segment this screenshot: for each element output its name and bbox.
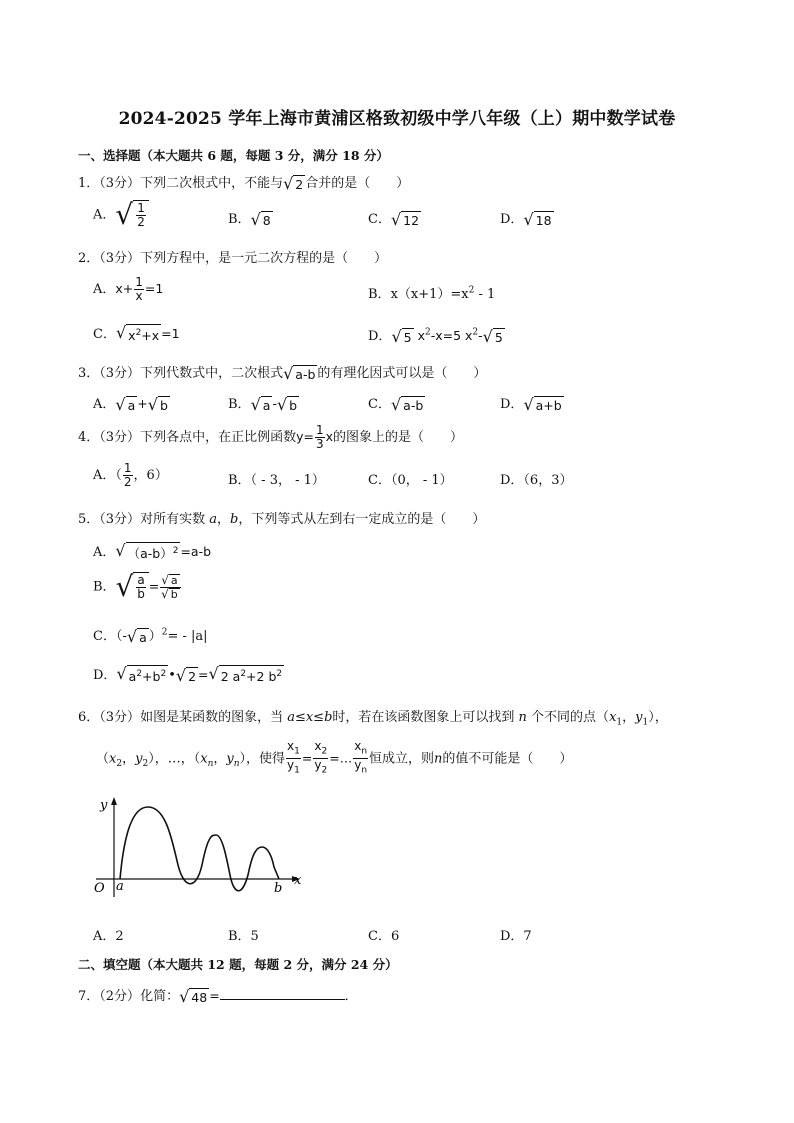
question-6-line-2: （$x_2$，$y_2$），…，（$x_n$，$y_n$），使得 $\frac{x_1}{y_1}$ = $\frac{x_2}{y_2}$ =… $\frac{x_n}{y_n}$ 恒成立，则n的值不可能是（ ）	[96, 739, 573, 776]
q2-option-a: A．x+ $\frac{1}{x}$ =1	[93, 275, 164, 303]
q5-option-a: A． √ $(a-b)^2$ =a-b	[93, 541, 212, 562]
page-title: 2024-2025 学年上海市黄浦区格致初级中学八年级（上）期中数学试卷	[118, 109, 676, 129]
q3-option-b: B． √ a - √ b	[228, 394, 298, 414]
q4-option-b: B．（ - 3， - 1）	[228, 473, 325, 488]
section-heading-choice: 一、选择题（本大题共 6 题，每题 3 分，满分 18 分）	[78, 148, 389, 163]
function-graph	[88, 795, 318, 900]
q4-option-c: C．（0， - 1）	[368, 473, 453, 488]
question-4: 4．（3分）下列各点中，在正比例函数y= $\frac{1}{3}$ x的图象上的是（ ）	[78, 423, 464, 451]
question-2: 2．（3分）下列方程中，是一元二次方程的是（ ）	[78, 251, 388, 266]
q3-option-d: D． √ a+b	[500, 394, 562, 414]
q1-option-a: A． √ $\frac{1}{2}$	[93, 200, 149, 230]
answer-blank	[220, 987, 345, 1000]
q4-option-a: A．（ $\frac{1}{2}$ ，6）	[93, 461, 168, 489]
q3-option-a: A． √ a + √ b	[93, 394, 168, 414]
question-7: 7．（2分）化简： √ 48 = ．	[78, 986, 358, 1006]
q4-option-d: D．（6，3）	[500, 473, 573, 488]
sqrt-2: √ 2	[283, 173, 304, 193]
question-3: 3．（3分）下列代数式中，二次根式 √ a-b 的有理化因式可以是（ ）	[78, 363, 487, 383]
q6-option-a: A．2	[93, 929, 124, 944]
section-heading-fill: 二、填空题（本大题共 12 题，每题 2 分，满分 24 分）	[78, 957, 398, 972]
graph-label-a: a	[116, 879, 124, 894]
q6-option-d: D．7	[500, 929, 532, 944]
q5-option-d: D． √ $a^2+b^2$ • √ 2 = √ 2 $a^2+2$ $b^2$	[93, 664, 283, 685]
question-5: 5．（3分）对所有实数 a，b，下列等式从左到右一定成立的是（ ）	[78, 512, 486, 527]
q2-option-c: C． √ $x^2+x$ =1	[93, 323, 180, 344]
q5-option-c: C．（- √ a ）$^2$= - |a|	[93, 626, 208, 646]
graph-label-y: y	[100, 798, 108, 813]
q6-option-c: C．6	[368, 929, 400, 944]
q6-option-b: B．5	[228, 929, 259, 944]
graph-label-origin: O	[94, 881, 105, 896]
q2-option-b: B．$x(x+1)=x^2 - 1$	[368, 285, 496, 302]
q2-option-d: D． √ 5 $x^2-x=5$ $x^2-$ √ 5	[368, 326, 503, 346]
q3-option-c: C． √ a-b	[368, 394, 424, 414]
question-1: 1．（3分）下列二次根式中，不能与 √ 2 合并的是（ ）	[78, 173, 410, 193]
q1-option-c: C． √ 12	[368, 209, 420, 229]
graph-label-x: x	[294, 873, 302, 888]
graph-label-b: b	[274, 881, 283, 896]
q1-option-d: D． √ 18	[500, 209, 552, 229]
question-6-line-1: 6．（3分）如图是某函数的图象，当 a≤x≤b时，若在该函数图象上可以找到 n 个不同的点（$x_1$，$y_1$），	[78, 710, 668, 728]
q5-option-b: B． √ $\frac{a}{b}$ = √ a √ b	[93, 572, 182, 602]
q1-option-b: B． √ 8	[228, 209, 271, 229]
